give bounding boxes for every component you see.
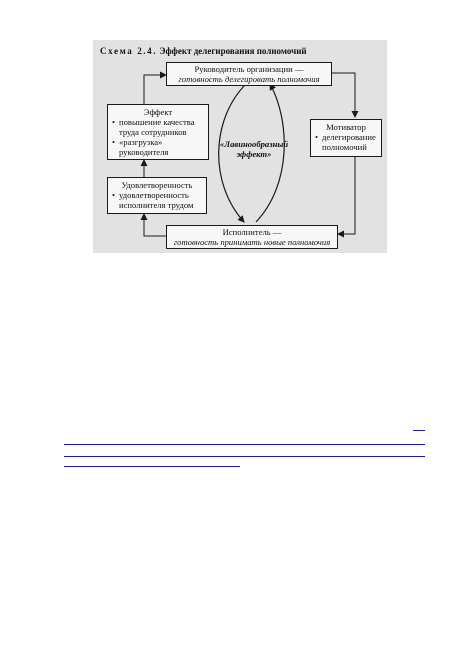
diagram-title-text: Эффект делегирования полномочий — [159, 46, 307, 56]
effect-item: • повышение качества труда сотрудников — [111, 117, 205, 137]
link-underline-1[interactable] — [413, 430, 425, 431]
diagram-title-label: Схема 2.4. — [100, 46, 158, 56]
motivator-item: • делегирование полномочий — [314, 132, 378, 152]
executor-line2: готовность принимать новые полномочия — [173, 237, 331, 247]
leader-line2: готовность делегировать полномочия — [178, 74, 320, 84]
arrow-leader-to-motivator — [332, 73, 355, 117]
executor-line1: Исполнитель — — [222, 227, 282, 237]
link-underline-4[interactable] — [64, 466, 240, 467]
effect-item: • «разгрузка» руководителя — [111, 137, 205, 157]
motivator-box — [310, 119, 382, 157]
satisfaction-item: • удовлетворенность исполнителя трудом — [111, 190, 203, 210]
satisfaction-heading: Удовлетворенность — [121, 180, 193, 190]
effect-box — [107, 104, 209, 160]
executor-box — [166, 225, 338, 249]
leader-box — [166, 62, 332, 86]
effect-heading: Эффект — [143, 107, 173, 117]
arrow-motivator-to-executor — [338, 157, 355, 234]
satisfaction-box — [107, 177, 207, 214]
avalanche-label: «Лавинообразный эффект» — [219, 139, 289, 159]
leader-line1: Руководитель организации — — [194, 64, 304, 74]
link-underline-3[interactable] — [64, 456, 425, 457]
arrow-effect-to-leader — [144, 75, 166, 104]
arrow-executor-to-satisfaction — [144, 214, 166, 236]
motivator-heading: Мотиватор — [326, 122, 366, 132]
link-underline-2[interactable] — [64, 444, 425, 445]
